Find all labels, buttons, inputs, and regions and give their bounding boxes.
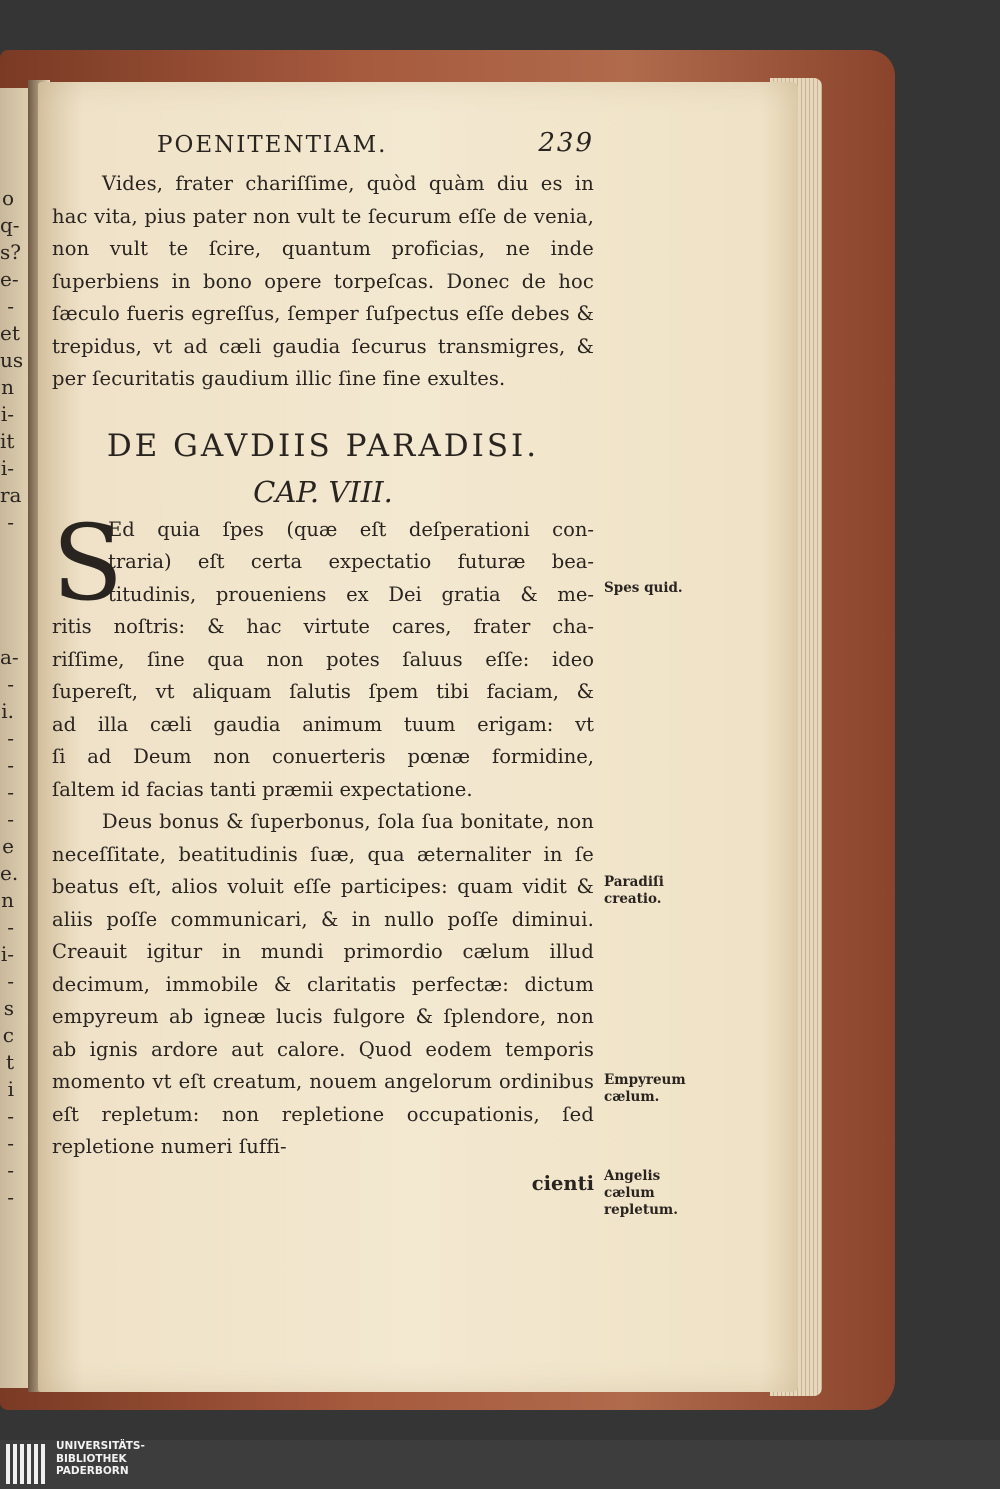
facing-page-letter: - <box>7 753 14 777</box>
facing-page-letter: - <box>7 807 14 831</box>
facing-page-letter <box>0 617 14 644</box>
chapter-line: riſſime, ſine qua non potes ſaluus eſſe: ideo <box>52 647 594 671</box>
facing-page-letters <box>0 185 24 1211</box>
chapter-line: ſupereſt, vt aliquam ſalutis ſpem tibi faciam, & <box>52 680 594 703</box>
facing-page-letter: i- <box>0 402 14 426</box>
margin-note-spes: Spes quid. <box>604 580 683 596</box>
facing-page-letter <box>0 536 14 563</box>
facing-page-letter: - <box>7 969 14 993</box>
second-paragraph: Deus bonus & ſuperbonus, ſola ſua bonitate, non neceſſitate, beatitudinis ſuæ, qua æternaliter in ſe beatus eſt, alios voluit eſſe participes: quam vidit & aliis poſſe communicari, & in nullo poſſe diminui. Creauit igitur in mundi primordio cælum illud decimum, immobile & claritatis perfectæ: dictum empyreum ab igneæ lucis fulgore & ſplendore, non ab ignis ardore aut calore. Quod eodem temporis momento vt eſt creatum, nouem angelorum ordinibus eſt repletum: non repletione occupationis, ſed repletione numeri ſuffi- <box>52 810 594 1158</box>
facing-page-letter: a- <box>0 645 19 669</box>
chapter-line: ritis noſtris: & hac virtute cares, frater cha- <box>52 615 594 638</box>
chapter-body <box>52 501 594 807</box>
facing-page-letter <box>0 590 14 617</box>
library-logo-text <box>56 1440 145 1478</box>
logo-line-1: UNIVERSITÄTS- <box>56 1440 145 1452</box>
chapter-heading: CAP. VIII. <box>253 474 393 509</box>
facing-page-letter: i. <box>1 699 14 723</box>
facing-page-letter: c <box>2 1023 14 1047</box>
chapter-line: traria) eſt certa expectatio futuræ bea- <box>108 550 594 573</box>
chapter-line: Ed quia ſpes (quæ eſt deſperationi con- <box>108 517 594 541</box>
chapter-line: titudinis, proueniens ex Dei gratia & me- <box>108 582 594 606</box>
facing-page-letter: e. <box>0 861 19 885</box>
facing-page-letter: o <box>1 186 14 210</box>
facing-page-letter: - <box>7 672 14 696</box>
logo-line-3: PADERBORN <box>56 1465 129 1477</box>
facing-page-letter: - <box>7 1104 14 1128</box>
facing-page-letter: n <box>1 375 14 399</box>
drop-cap: S <box>52 501 124 624</box>
facing-page-letter: q- <box>0 213 20 237</box>
margin-note-angelis: Angelis cælum repletum. <box>604 1168 678 1218</box>
facing-page-letter <box>0 563 14 590</box>
running-head-title: POENITENTIAM. <box>157 132 388 158</box>
section-heading: DE GAVDIIS PARADISI. <box>106 427 540 464</box>
margin-note-paradisi: Paradiſi creatio. <box>604 874 664 907</box>
facing-page-letter: - <box>7 1185 14 1209</box>
facing-page-letter: i- <box>0 456 14 480</box>
facing-page-letter: ra <box>0 483 22 507</box>
facing-page-letter: i- <box>0 942 14 966</box>
facing-page-letter: t <box>5 1050 14 1074</box>
library-footer <box>0 1440 1000 1489</box>
facing-page-letter: i <box>7 1077 14 1101</box>
facing-page-letter: e <box>2 834 14 858</box>
logo-line-2: BIBLIOTHEK <box>56 1452 127 1465</box>
running-head <box>52 128 594 168</box>
facing-page-letter: - <box>7 510 14 534</box>
facing-page-letter: s? <box>0 240 21 264</box>
facing-page-letter: - <box>7 1158 14 1182</box>
facing-page-letter: - <box>7 780 14 804</box>
facing-page-letter: e- <box>0 267 19 291</box>
facing-page-letter: - <box>7 294 14 318</box>
library-logo-icon <box>6 1444 52 1484</box>
page-number: 239 <box>538 128 594 158</box>
facing-page-letter: - <box>7 915 14 939</box>
facing-page-letter: et <box>0 321 20 345</box>
facing-page-letter: s <box>3 996 14 1020</box>
catchword: cienti <box>531 1171 594 1195</box>
page-text <box>52 128 594 1200</box>
chapter-line: ad illa cæli gaudia animum tuum erigam: vt <box>52 712 594 736</box>
chapter-line: ſaltem id facias tanti præmii expectatione. <box>52 777 473 801</box>
facing-page-letter: - <box>7 1131 14 1155</box>
facing-page-letter: - <box>7 726 14 750</box>
facing-page-letter: n <box>1 888 14 912</box>
facing-page-letter: us <box>0 348 24 372</box>
opening-paragraph: Vides, frater chariſſime, quòd quàm diu es in hac vita, pius pater non vult te ſecurum eſſe de venia, non vult te ſcire, quantum proficias, ne inde ſuperbiens in bono opere torpeſcas. Donec de hoc ſæculo fueris egreſſus, ſemper ſuſpectus eſſe debes & trepidus, vt ad cæli gaudia ſecurus transmigres, & per ſecuritatis gaudium illic ſine fine exultes. <box>52 172 594 390</box>
chapter-line: ſi ad Deum non conuerteris pœnæ formidine, <box>52 745 594 768</box>
facing-page-letter: it <box>0 429 15 453</box>
margin-note-empyreum: Empyreum cælum. <box>604 1072 686 1105</box>
